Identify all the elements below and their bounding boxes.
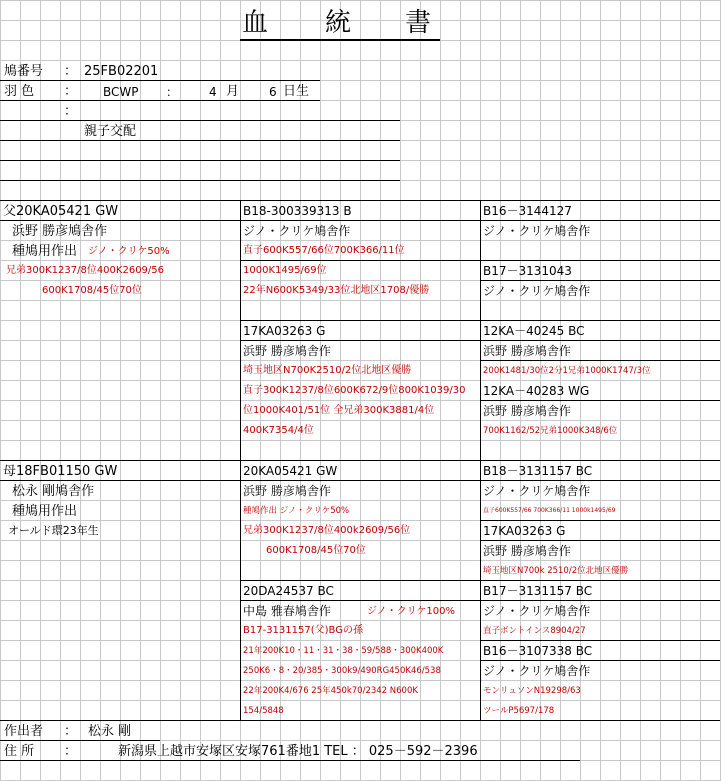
dam-breeder: 松永 剛鳩舎作 bbox=[12, 484, 95, 499]
dam-ring: 母18FB01150 GW bbox=[3, 464, 118, 479]
sire-ring: 父20KA05421 GW bbox=[3, 204, 119, 219]
dds-ring: B17－3131157 BC bbox=[483, 584, 593, 598]
rule bbox=[480, 640, 720, 641]
pedigree-top-rule bbox=[0, 200, 720, 201]
sire-record: 600K1708/45位70位 bbox=[42, 285, 142, 296]
dsd-ring: 17KA03263 G bbox=[483, 524, 566, 538]
sire-record: 兄弟300K1237/8位400K2609/56 bbox=[6, 265, 165, 276]
address-value: 新潟県上越市安塚区安塚761番地1 TEL ： 025－592－2396 bbox=[118, 744, 478, 759]
dss-breeder: ジノ・クリケ鳩舎作 bbox=[483, 484, 591, 498]
sire-lineage: ジノ・クリケ50% bbox=[88, 246, 170, 257]
ddd-record: モンリュソンN19298/63 bbox=[483, 686, 581, 696]
sire-breeder: 浜野 勝彦鳩舎作 bbox=[12, 224, 108, 239]
color-value: BCWP bbox=[103, 85, 139, 99]
rule bbox=[480, 540, 720, 541]
ddd-ring: B16－3107338 BC bbox=[483, 644, 593, 658]
ss-breeder: ジノ・クリケ鳩舎作 bbox=[243, 224, 351, 238]
sd-ring: 17KA03263 G bbox=[243, 324, 326, 338]
sire-purpose: 種鳩用作出 bbox=[12, 244, 78, 259]
rule bbox=[0, 120, 400, 121]
ss-record: 22年N600K5349/33位北地区1708/優勝 bbox=[243, 285, 430, 296]
dsd-breeder: 浜野 勝彦鳩舎作 bbox=[483, 544, 571, 558]
rule bbox=[0, 140, 400, 141]
title-char-3: 書 bbox=[405, 8, 432, 38]
birth-day-number: 6 bbox=[269, 85, 277, 99]
ss-record: 1000K1495/69位 bbox=[243, 265, 327, 276]
rule bbox=[0, 100, 320, 101]
dd-record: B17-3131157(父)BGの孫 bbox=[243, 625, 363, 636]
author-value: 松永 剛 bbox=[88, 724, 132, 739]
ds-ring: 20KA05421 GW bbox=[243, 464, 338, 478]
sire-underline bbox=[0, 220, 720, 221]
rule bbox=[0, 160, 400, 161]
dss-ring: B18－3131157 BC bbox=[483, 464, 593, 478]
dd-lineage: ジノ・クリケ100% bbox=[367, 606, 455, 617]
sss-breeder: ジノ・クリケ鳩舎作 bbox=[483, 224, 591, 238]
sdd-ring: 12KA－40283 WG bbox=[483, 384, 590, 398]
dss-record: 直子600K557/66 700K366/11 1000k1495/69 bbox=[483, 507, 616, 514]
breeding-note: 親子交配 bbox=[84, 124, 137, 139]
dd-record: 21年200K10・11・31・38・59/588・300K400K bbox=[243, 646, 444, 656]
sd-record: 直子300K1237/8位600K672/9位800K1039/30 bbox=[243, 385, 466, 396]
ss-ring: B18-300339313 B bbox=[243, 204, 352, 218]
dd-record: 154/5848 bbox=[243, 706, 284, 716]
sd-record: 埼玉地区N700K2510/2位北地区優勝 bbox=[243, 365, 412, 376]
sds-ring: 12KA－40245 BC bbox=[483, 324, 585, 338]
dds-breeder: ジノ・クリケ鳩舎作 bbox=[483, 604, 591, 618]
author-colon: ： bbox=[64, 724, 78, 739]
ss-record: 直子600K557/66位700K366/11位 bbox=[243, 245, 405, 256]
dam-note: オールド環23年生 bbox=[8, 524, 99, 537]
ddd-record: ツールP5697/178 bbox=[483, 706, 555, 716]
sd-record: 400K7354/4位 bbox=[243, 425, 314, 436]
dam-top-rule bbox=[0, 460, 720, 461]
rule bbox=[480, 280, 720, 281]
rule bbox=[480, 520, 720, 521]
author-underline bbox=[0, 740, 160, 741]
color-colon: ： bbox=[64, 84, 78, 99]
dam-underline bbox=[0, 480, 720, 481]
birth-day-unit: 日生 bbox=[283, 84, 310, 99]
sd-record: 位1000K401/51位 全兄弟300K3881/4位 bbox=[243, 405, 435, 416]
dsd-record: 埼玉地区N700k 2510/2位北地区優勝 bbox=[483, 566, 629, 576]
address-underline bbox=[0, 760, 580, 761]
ring-colon: ： bbox=[64, 64, 78, 79]
color-label: 羽 色 bbox=[4, 84, 35, 99]
dds-record: 直子ボントインス8904/27 bbox=[483, 626, 586, 636]
pedigree-bottom-rule bbox=[0, 720, 720, 721]
dam-purpose: 種鳩用作出 bbox=[12, 504, 78, 519]
rule bbox=[0, 180, 400, 181]
ssd-breeder: ジノ・クリケ鳩舎作 bbox=[483, 284, 591, 298]
dd-ring: 20DA24537 BC bbox=[243, 584, 334, 598]
sdd-breeder: 浜野 勝彦鳩舎作 bbox=[483, 404, 571, 418]
sds-breeder: 浜野 勝彦鳩舎作 bbox=[483, 344, 571, 358]
extra-colon: ： bbox=[64, 104, 78, 119]
birth-month-unit: 月 bbox=[226, 84, 240, 99]
ds-breeder: 浜野 勝彦鳩舎作 bbox=[243, 484, 331, 498]
sss-ring: B16－3144127 bbox=[483, 204, 572, 218]
title-char-1: 血 bbox=[242, 8, 269, 38]
ds-record: 600K1708/45位70位 bbox=[266, 545, 366, 556]
birth-month-number: 4 bbox=[209, 85, 217, 99]
document-title bbox=[240, 8, 440, 38]
title-char-2: 統 bbox=[325, 8, 352, 38]
ds-record: 種鳩作出 ジノ・クリケ50% bbox=[243, 506, 350, 516]
dd-breeder: 中島 雅春鳩舎作 bbox=[243, 604, 331, 618]
ring-value: 25FB02201 bbox=[84, 64, 159, 79]
dd-record: 250K6・8・20/385・300k9/490RG450K46/538 bbox=[243, 666, 441, 676]
column-divider bbox=[240, 200, 241, 720]
author-label: 作出者 bbox=[4, 724, 44, 739]
address-colon: ： bbox=[64, 744, 78, 759]
rule bbox=[480, 660, 720, 661]
ds-record: 兄弟300K1237/8位400k2609/56位 bbox=[243, 525, 411, 536]
sds-record: 200K1481/30位2分1兄弟1000K1747/3位 bbox=[483, 366, 651, 376]
title-underline bbox=[240, 39, 440, 41]
rule bbox=[0, 80, 320, 81]
rule bbox=[480, 400, 720, 401]
rule bbox=[480, 360, 720, 361]
ddd-breeder: ジノ・クリケ鳩舎作 bbox=[483, 664, 591, 678]
dd-record: 22年200K4/676 25年450k70/2342 N600K bbox=[243, 686, 418, 696]
ssd-ring: B17－3131043 bbox=[483, 264, 572, 278]
sd-breeder: 浜野 勝彦鳩舎作 bbox=[243, 344, 331, 358]
column-divider bbox=[480, 200, 481, 720]
sdd-record: 700K1162/52兄弟1000K348/6位 bbox=[483, 426, 618, 436]
date-colon: ： bbox=[166, 85, 179, 99]
address-label: 住 所 bbox=[4, 744, 35, 759]
ring-label: 鳩番号 bbox=[4, 64, 44, 79]
